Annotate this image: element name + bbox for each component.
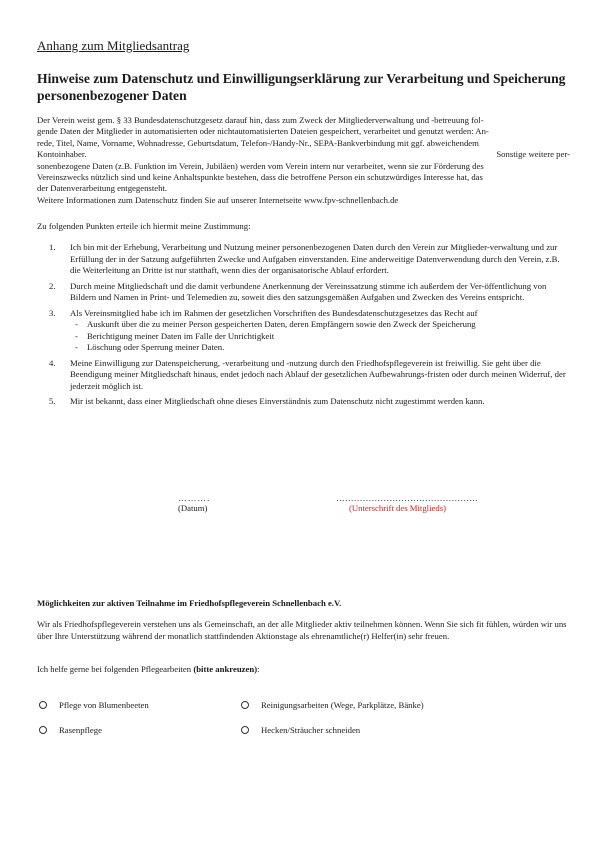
intro-paragraph — [37, 115, 570, 206]
intro-line-right: Sonstige weitere per- — [496, 149, 570, 160]
item-number: 5. — [49, 396, 56, 406]
dash-marker: - — [75, 330, 78, 341]
dash-marker: - — [75, 342, 78, 352]
signature-label: (Unterschrift des Mitglieds) — [349, 503, 446, 513]
radio-circle-icon[interactable] — [39, 701, 47, 709]
item-text: Mir ist bekannt, dass einer Mitgliedschaft ohne dieses Einverständnis zum Datenschutz nicht zugestimmt werden kann. — [70, 396, 485, 406]
option-label: Pflege von Blumenbeeten — [59, 700, 149, 710]
option-lawn[interactable] — [39, 725, 102, 735]
sublist-item — [70, 319, 571, 331]
option-label: Reinigungsarbeiten (Wege, Parkplätze, Bänke) — [261, 700, 424, 710]
radio-circle-icon[interactable] — [241, 726, 249, 734]
option-label: Rasenpflege — [59, 725, 102, 735]
help-prompt-text: Ich helfe gerne bei folgenden Pflegearbeiten — [37, 664, 192, 674]
consent-intro: Zu folgenden Punkten erteile ich hiermit meine Zustimmung: — [37, 221, 251, 231]
sublist-text: Löschung oder Sperrung meiner Daten. — [87, 342, 225, 352]
participation-text: Wir als Friedhofspflegeverein verstehen uns als Gemeinschaft, an der alle Mitglieder aktiv teilnehmen können. Wenn Sie sich fit fühlen, würden wir uns über Ihre Unterstützung während der monatlich stattfindenden Aktionstage als ehrenamtliche(r) Helfer(in) sehr freuen. — [37, 619, 567, 641]
item-number: 3. — [49, 307, 56, 318]
radio-circle-icon[interactable] — [241, 701, 249, 709]
intro-line — [37, 149, 570, 160]
intro-line: Vereinszwecks nützlich sind und keine Anhaltspunkte bestehen, dass die betroffene Person ein schutzwürdiges Interesse hat, das — [37, 172, 483, 183]
option-flowerbeds[interactable] — [39, 700, 149, 710]
help-prompt-instruction: (bitte ankreuzen) — [193, 664, 258, 674]
intro-line: gende Daten der Mitglieder in automatisierten oder nichtautomatisierten Dateien gespeichert, verarbeitet und genutzt werden: An- — [37, 126, 489, 137]
intro-line: sonenbezogene Daten (z.B. Funktion im Verein, Jubiläen) werden vom Verein intern nur verarbeitet, wenn sie zur Förderung des — [37, 160, 484, 171]
document-header: Anhang zum Mitgliedsantrag — [37, 38, 190, 53]
item-text: Meine Einwilligung zur Datenspeicherung, -verarbeitung und -nutzung durch den Friedhofspflegeverein ist freiwillig. Sie geht über die Beendigung meiner Mitgliedschaft hinaus, endet jedoch nach Ablauf der gesetzlichen Aufbewahrungs-fristen oder durch meinen Widerruf, der jederzeit möglich ist. — [70, 357, 566, 391]
intro-line: Der Verein weist gem. § 33 Bundesdatenschutzgesetz darauf hin, dass zum Zweck der Mitgliederverwaltung und -betreuung fol- — [37, 115, 484, 125]
help-prompt — [37, 664, 260, 674]
intro-line: der Datenverarbeitung entgegensteht. — [37, 183, 168, 194]
signature-line[interactable]: ………………………………………… — [336, 493, 479, 503]
sublist-text: Auskunft über die zu meiner Person gespeicherten Daten, deren Empfängern sowie den Zweck der Speicherung — [87, 319, 476, 329]
sublist-text: Berichtigung meiner Daten im Falle der Unrichtigkeit — [87, 330, 275, 341]
consent-list — [49, 242, 571, 412]
radio-circle-icon[interactable] — [39, 726, 47, 734]
list-item — [49, 358, 571, 393]
rights-sublist — [70, 319, 571, 354]
item-text: Durch meine Mitgliedschaft und die damit verbundene Anerkennung der Vereinssatzung stimme ich außerdem der Ver-öffentlichung von Bildern und Namen in Print- und Telemedien zu, soweit dies den satzungsgemäßen Aufgaben und Zwecken des Vereins entspricht. — [70, 280, 547, 302]
document-title: Hinweise zum Datenschutz und Einwilligungserklärung zur Verarbeitung und Speicherung personenbezogener Daten — [37, 71, 566, 103]
participation-heading: Möglichkeiten zur aktiven Teilnahme im Friedhofspflegeverein Schnellenbach e.V. — [37, 598, 342, 608]
date-line[interactable]: ………. — [178, 493, 211, 503]
option-label: Hecken/Sträucher schneiden — [261, 725, 361, 735]
list-item — [49, 396, 571, 408]
help-prompt-colon: : — [257, 664, 260, 674]
option-cleaning[interactable] — [241, 700, 424, 710]
item-text: Ich bin mit der Erhebung, Verarbeitung und Nutzung meiner personenbezogenen Daten durch den Verein zur Mitglieder-verwaltung und zur Erfüllung der in der Satzung aufgeführten Zwecke und Aufgaben einverstanden. Eine anderweitige Datenverwendung durch den Verein, z.B. die Weiterleitung an Dritte ist nur statthaft, wenn dies der organisatorische Ablauf erfordert. — [70, 242, 560, 275]
sublist-item — [70, 342, 571, 354]
sublist-item — [70, 331, 571, 343]
item-number: 2. — [49, 280, 56, 291]
date-label: (Datum) — [178, 503, 208, 513]
list-item — [49, 308, 571, 354]
intro-line-left: Kontoinhaber. — [37, 149, 87, 160]
item-text: Als Vereinsmitglied habe ich im Rahmen der gesetzlichen Vorschriften des Bundesdatenschutzgesetzes das Recht auf — [70, 307, 478, 318]
list-item — [49, 281, 571, 304]
item-number: 4. — [49, 357, 56, 368]
dash-marker: - — [75, 319, 78, 329]
intro-line: Weitere Informationen zum Datenschutz finden Sie auf unserer Internetseite www.fpv-schnellenbach.de — [37, 194, 399, 205]
intro-line: rede, Titel, Name, Vorname, Wohnadresse, Geburtsdatum, Telefon-/Handy-Nr., SEPA-Bankverbindung mit ggf. abweichendem — [37, 137, 479, 148]
option-hedges[interactable] — [241, 725, 360, 735]
list-item — [49, 242, 571, 277]
item-number: 1. — [49, 242, 56, 252]
